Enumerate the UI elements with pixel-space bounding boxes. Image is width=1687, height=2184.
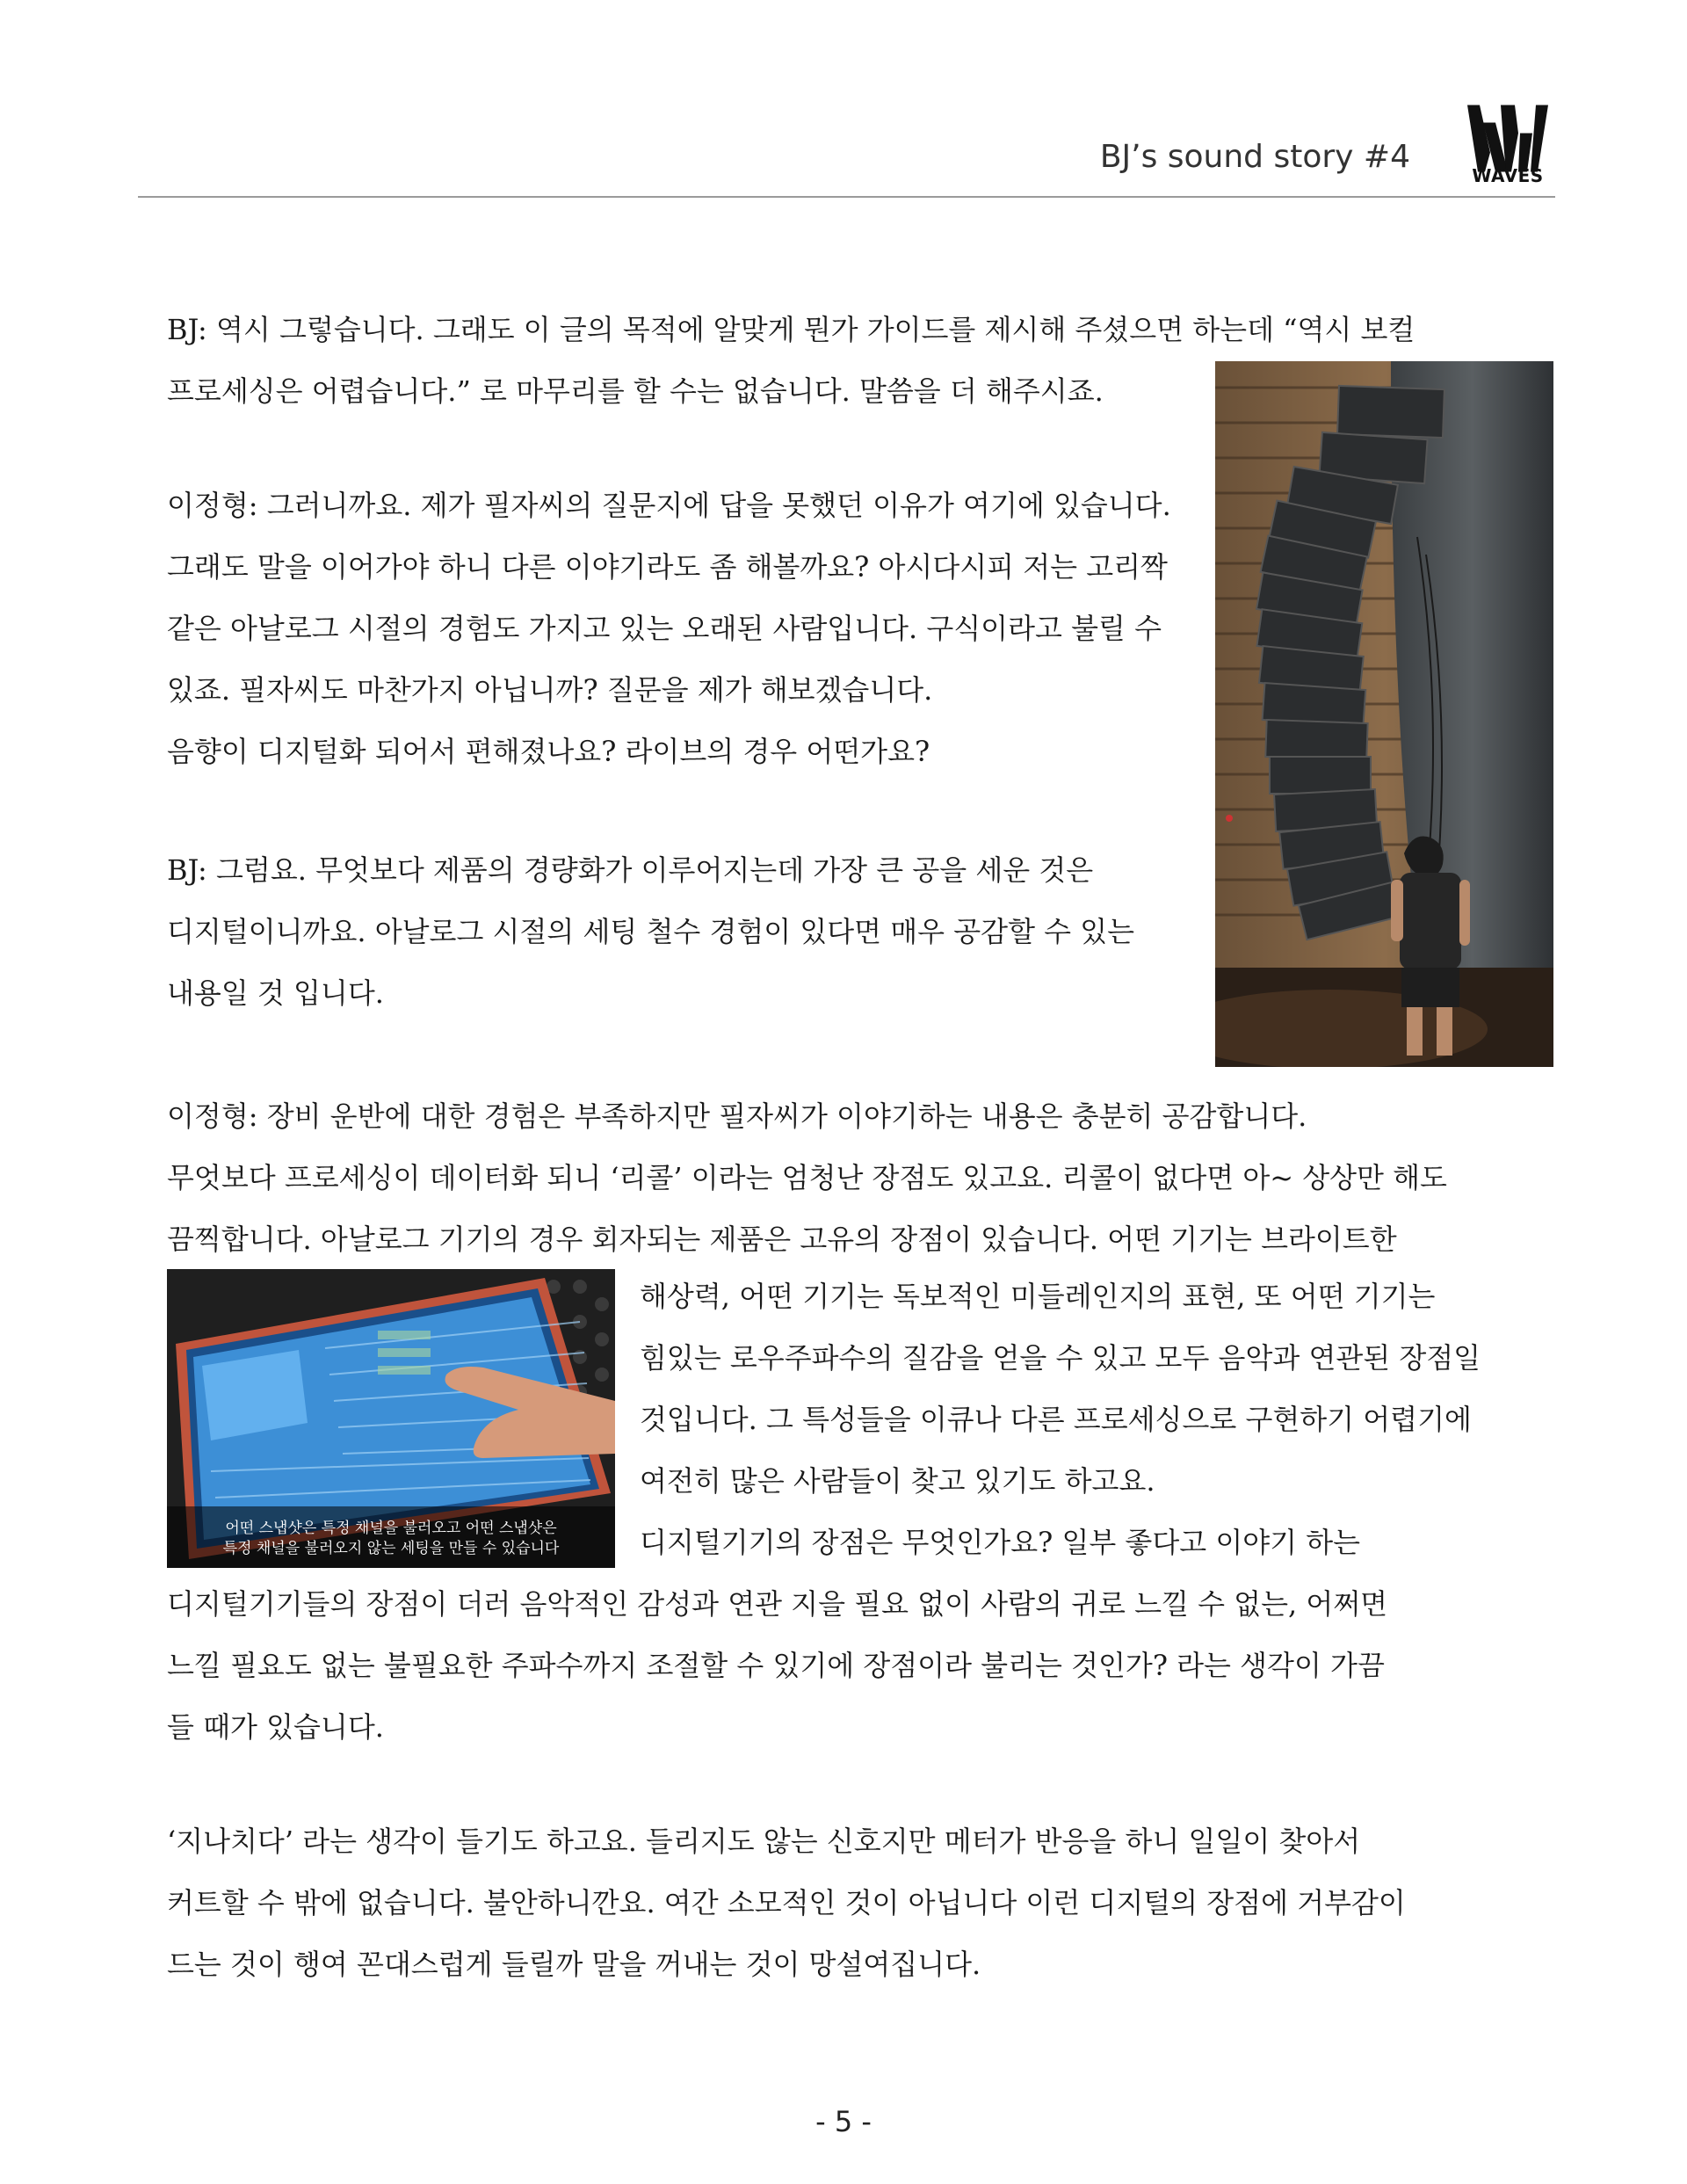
text-line: 것입니다. 그 특성들을 이큐나 다른 프로세싱으로 구현하기 어렵기에 (640, 1403, 1472, 1436)
text-line: 프로세싱은 어렵습니다.” 로 마무리를 할 수는 없습니다. 말씀을 더 해주시죠. (167, 374, 1104, 408)
text-line: 음향이 디지털화 되어서 편해졌나요? 라이브의 경우 어떤가요? (167, 735, 930, 768)
text-line: 디지털기기의 장점은 무엇인가요? 일부 좋다고 이야기 하는 (640, 1526, 1361, 1559)
text-line: 같은 아날로그 시절의 경험도 가지고 있는 오래된 사람입니다. 구식이라고 불릴 수 (167, 612, 1162, 645)
paragraph-4-wrapped (640, 1266, 1481, 1573)
text-line: 무엇보다 프로세싱이 데이터화 되니 ‘리콜’ 이라는 엄청난 장점도 있고요. 리콜이 없다면 아~ 상상만 해도 (167, 1161, 1447, 1194)
text-line: 끔찍합니다. 아날로그 기기의 경우 회자되는 제품은 고유의 장점이 있습니다. 어떤 기기는 브라이트한 (167, 1223, 1397, 1256)
paragraph-4-continued (167, 1573, 1387, 1758)
text-line: 느낄 필요도 없는 불필요한 주파수까지 조절할 수 있기에 장점이라 불리는 것인가? 라는 생각이 가끔 (167, 1649, 1385, 1682)
text-line: 내용일 것 입니다. (167, 976, 384, 1010)
header-title: BJ’s sound story #4 (1099, 139, 1410, 175)
paragraph-3 (167, 839, 1134, 1024)
text-line: 그래도 말을 이어가야 하니 다른 이야기라도 좀 해볼까요? 아시다시피 저는 고리짝 (167, 550, 1168, 584)
text-line: 드는 것이 행여 꼰대스럽게 들릴까 말을 꺼내는 것이 망설여집니다. (167, 1948, 981, 1981)
text-line: 해상력, 어떤 기기는 독보적인 미들레인지의 표현, 또 어떤 기기는 (640, 1280, 1436, 1313)
mixing-console-touchscreen-photo (167, 1269, 615, 1568)
console-caption-line2: 특정 채널을 불러오지 않는 세팅을 만들 수 있습니다 (222, 1540, 560, 1557)
text-line: 이정형: 장비 운반에 대한 경험은 부족하지만 필자씨가 이야기하는 내용은 충분히 공감합니다. (167, 1099, 1307, 1133)
text-line: 디지털이니까요. 아날로그 시절의 세팅 철수 경험이 있다면 매우 공감할 수 있는 (167, 915, 1135, 948)
text-line: 이정형: 그러니까요. 제가 필자씨의 질문지에 답을 못했던 이유가 여기에 있습니다. (167, 489, 1171, 522)
text-line: 들 때가 있습니다. (167, 1710, 384, 1744)
waves-logo-text: WAVES (1472, 165, 1544, 186)
paragraph-5 (167, 1810, 1406, 1995)
text-line: BJ: 역시 그렇습니다. 그래도 이 글의 목적에 알맞게 뭔가 가이드를 제시해 주셨으면 하는데 “역시 보컬 (167, 313, 1415, 346)
header-divider (138, 196, 1555, 198)
text-line: 디지털기기들의 장점이 더러 음악적인 감성과 연관 지을 필요 없이 사람의 귀로 느낄 수 없는, 어쩌면 (167, 1587, 1388, 1621)
text-line: 커트할 수 밖에 없습니다. 불안하니깐요. 여간 소모적인 것이 아닙니다 이런 디지털의 장점에 거부감이 (167, 1886, 1406, 1919)
paragraph-4 (167, 1085, 1447, 1270)
text-line: BJ: 그럼요. 무엇보다 제품의 경량화가 이루어지는데 가장 큰 공을 세운 것은 (167, 853, 1094, 887)
line-array-speaker-photo (1215, 361, 1553, 1067)
text-line: 여전히 많은 사람들이 찾고 있기도 하고요. (640, 1464, 1155, 1498)
page-number: - 5 - (815, 2105, 872, 2138)
console-caption-line1: 어떤 스냅샷은 특정 채널을 불러오고 어떤 스냅샷은 (225, 1520, 557, 1537)
text-line: 힘있는 로우주파수의 질감을 얻을 수 있고 모두 음악과 연관된 장점일 (640, 1341, 1481, 1375)
text-line: ‘지나치다’ 라는 생각이 들기도 하고요. 들리지도 않는 신호지만 메터가 반응을 하니 일일이 찾아서 (167, 1825, 1361, 1858)
paragraph-2 (167, 475, 1171, 782)
text-line: 있죠. 필자씨도 마찬가지 아닙니까? 질문을 제가 해보겠습니다. (167, 673, 933, 707)
